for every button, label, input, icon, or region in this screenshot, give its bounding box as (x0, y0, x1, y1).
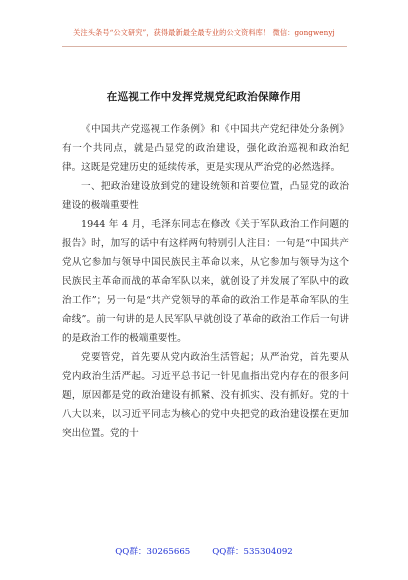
header-banner: 关注头条号“公文研究”，获得最新最全最专业的公文资料库！ 微信：gongwenyj (73, 28, 335, 37)
header-divider (62, 46, 347, 47)
footer-qq-group-1: QQ群：30265665 (115, 547, 191, 557)
body-paragraph: 一、把政治建设放到党的建设统领和首要位置，凸显党的政治建设的极端重要性 (62, 181, 349, 211)
body-paragraph: 《中国共产党巡视工作条例》和《中国共产党纪律处分条例》有一个共同点，就是凸显党的政治建设，强化政治巡视和政治纪律。这既是党建历史的延续传承，更是实现从严治党的必然选择。 (62, 124, 349, 173)
document-title: 在巡视工作中发挥党规党纪政治保障作用 (106, 91, 302, 103)
document-body (62, 120, 349, 443)
footer-qq-group-2: QQ群：535304092 (212, 547, 293, 557)
body-paragraph: 党要管党，首先要从党内政治生活管起；从严治党，首先要从党内政治生活严起。习近平总书记一针见血指出党内存在的很多问题，原因都是党的政治建设有抓紧、没有抓实、没有抓好。党的十八大以来，以习近平同志为核心的党中央把党的政治建设摆在更加突出位置。党的十 (62, 352, 349, 439)
body-paragraph: 1944 年 4 月，毛泽东同志在修改《关于军队政治工作问题的报告》时，加写的话中有这样两句特别引人注目：一句是“中国共产党从它参加与领导中国民族民主革命以来，从它参加与领导为这个民族民主革命而战的革命军队以来，就创设了并发展了军队中的政治工作”；另一句是“共产党领导的革命的政治工作是革命军队的生命线”。前一句讲的是人民军队早就创设了革命的政治工作后一句讲的是政治工作的极端重要性。 (62, 219, 349, 344)
footer (0, 545, 408, 557)
